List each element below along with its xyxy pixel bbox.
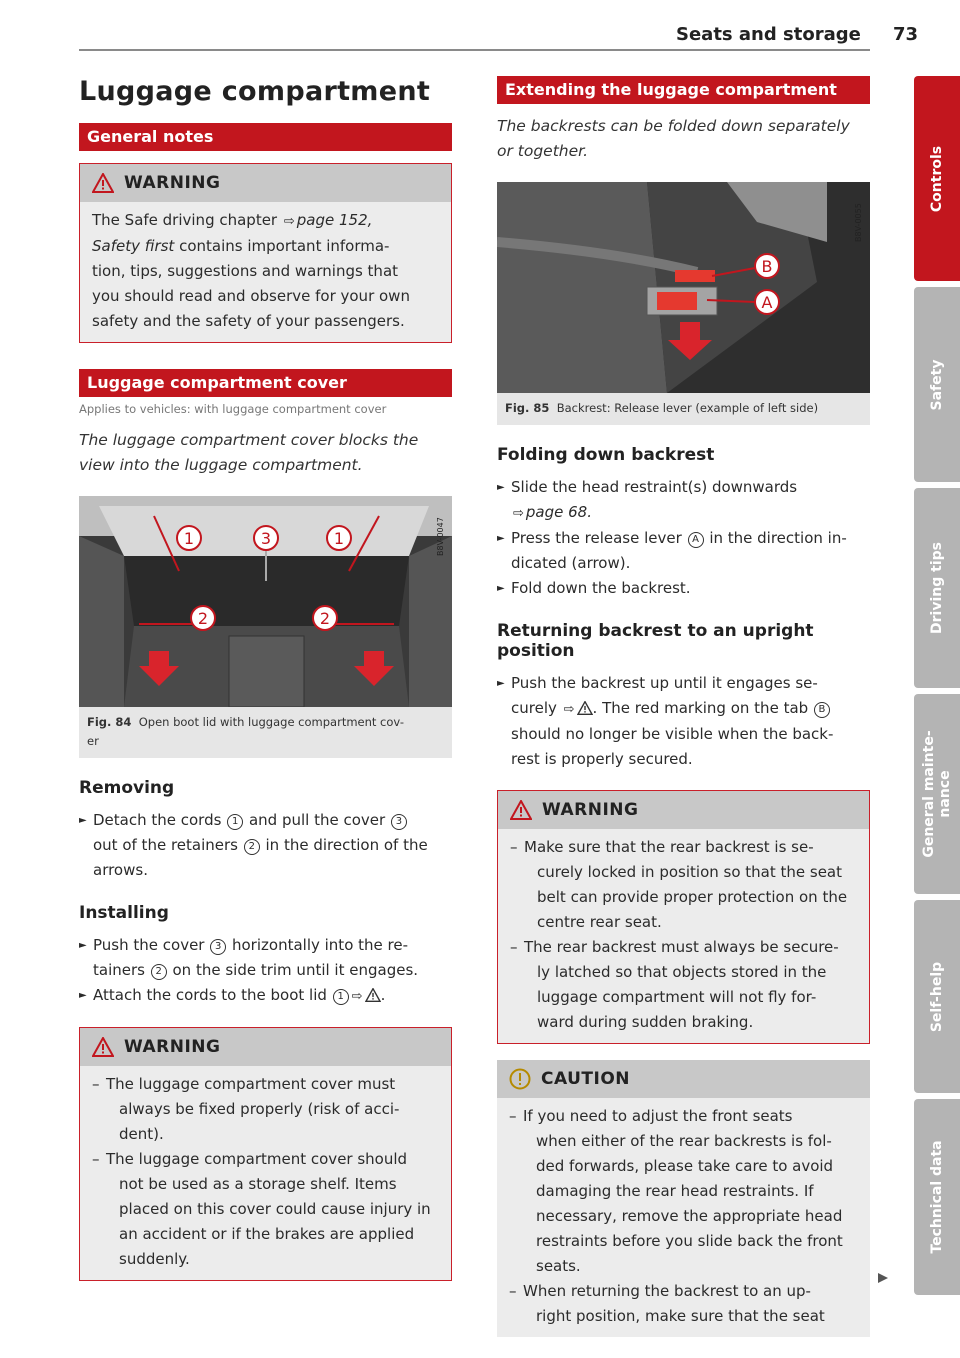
page-ref-link[interactable]: page 68. [525, 503, 592, 521]
warning-item: – The rear backrest must always be secure- ly latched so that objects stored in the luggage compartment will not fly for- ward during sudden braking. [510, 935, 857, 1035]
warning-text: tion, tips, suggestions and warnings that [92, 262, 399, 280]
svg-text:1: 1 [183, 529, 195, 548]
ref-1: 1 [227, 814, 243, 830]
item-text: when either of the rear backrests is fol- [536, 1132, 832, 1150]
item-text: dent). [119, 1125, 164, 1143]
warning-box-safety [79, 163, 452, 343]
caution-item: – If you need to adjust the front seats when either of the rear backrests is fol- ded forwards, please take care to avoid damaging the rear head restraints. If necessary, remove the appropriate head restraints before you slide back the front seats. [509, 1104, 858, 1279]
intro-line: or together. [497, 142, 589, 160]
item-text: damaging the rear head restraints. If [536, 1182, 814, 1200]
figure-label: Fig. 85 [505, 401, 550, 415]
warning-body [80, 1066, 451, 1280]
item-text: ded forwards, please take care to avoid [536, 1157, 834, 1175]
arrow-ref-icon: ⇨ [283, 214, 295, 229]
figure-label: Fig. 84 [87, 715, 132, 729]
item-text: seats. [536, 1257, 581, 1275]
step-text: Push the cover [93, 936, 210, 954]
warning-body [80, 202, 451, 342]
caution-exclamation-icon [509, 1068, 531, 1090]
intro-line: view into the luggage compartment. [79, 456, 363, 474]
step-text: . [380, 986, 386, 1004]
svg-text:A: A [761, 293, 773, 312]
item-text: ward during sudden braking. [537, 1013, 754, 1031]
callout-3 [254, 526, 278, 550]
tab-safety[interactable] [914, 287, 960, 482]
item-text: placed on this cover could cause injury in [119, 1200, 431, 1218]
caption-text: Backrest: Release lever (example of left side) [556, 401, 819, 415]
arrow-ref-icon: ⇨ [563, 702, 575, 717]
backrest-release-illustration [497, 182, 870, 393]
ref-3: 3 [391, 814, 407, 830]
step-text: Attach the cords to the boot lid [93, 986, 332, 1004]
warning-header [498, 791, 869, 829]
item-text: belt can provide proper protection on the [537, 888, 848, 906]
warning-title: WARNING [124, 1037, 221, 1057]
folding-step [497, 475, 870, 526]
right-column [497, 76, 870, 1337]
item-text: The rear backrest must always be secure- [524, 938, 839, 956]
svg-text:3: 3 [260, 529, 272, 548]
bullet-triangle-icon: ► [497, 678, 505, 689]
tab-label: Driving tips [929, 542, 945, 634]
item-text: Make sure that the rear backrest is se- [524, 838, 814, 856]
callout-1-right [327, 526, 351, 550]
warning-title: WARNING [542, 800, 639, 820]
tab-label: Controls [929, 145, 945, 212]
item-text: necessary, remove the appropriate head [536, 1207, 843, 1225]
step-text: should no longer be visible when the back- [511, 725, 834, 743]
warning-header [80, 164, 451, 202]
installing-step [79, 933, 452, 983]
step-text: horizontally into the re- [227, 936, 408, 954]
cover-intro [79, 428, 452, 478]
tab-controls[interactable] [914, 76, 960, 281]
warning-triangle-icon [92, 173, 114, 193]
item-text: If you need to adjust the front seats [523, 1107, 793, 1125]
bullet-triangle-icon: ► [497, 482, 505, 493]
step-text: Press the release lever [511, 529, 687, 547]
removing-step [79, 808, 452, 883]
figure-85-image [497, 182, 870, 393]
item-text: curely locked in position so that the seat [537, 863, 843, 881]
tab-driving-tips[interactable] [914, 488, 960, 688]
warning-text: contains important informa- [174, 237, 390, 255]
bullet-triangle-icon: ► [497, 583, 505, 594]
bullet-triangle-icon: ► [497, 533, 505, 544]
ref-1: 1 [333, 989, 349, 1005]
ref-2: 2 [151, 964, 167, 980]
intro-line: The backrests can be folded down separately [497, 117, 850, 135]
header-rule [79, 49, 870, 51]
figure-85-caption [497, 393, 870, 425]
extend-heading: Extending the luggage compartment [497, 76, 870, 104]
extend-intro [497, 114, 870, 164]
ref-b: B [814, 702, 830, 718]
svg-text:1: 1 [333, 529, 345, 548]
callout-b [755, 254, 779, 278]
callout-a [755, 290, 779, 314]
bullet-triangle-icon: ► [79, 990, 87, 1001]
figure-code: B8V-0047 [436, 517, 445, 556]
figure-code: B8V-0055 [854, 203, 863, 242]
figure-84 [79, 496, 452, 758]
bullet-triangle-icon: ► [79, 815, 87, 826]
step-text: rest is properly secured. [511, 750, 693, 768]
warning-text: safety and the safety of your passengers. [92, 312, 405, 330]
figure-84-image [79, 496, 452, 707]
returning-heading: Returning backrest to an upright position [497, 621, 814, 661]
caution-title: CAUTION [541, 1069, 631, 1089]
caution-header [497, 1060, 870, 1098]
caution-box [497, 1060, 870, 1337]
svg-text:2: 2 [197, 609, 209, 628]
page-number: 73 [893, 24, 919, 45]
step-text: on the side trim until it engages. [167, 961, 419, 979]
item-text: not be used as a storage shelf. Items [119, 1175, 397, 1193]
item-text: restraints before you slide back the front [536, 1232, 843, 1250]
step-text: out of the retainers [93, 836, 243, 854]
caution-body [497, 1098, 870, 1337]
figure-85 [497, 182, 870, 425]
cover-heading: Luggage compartment cover [79, 369, 452, 397]
warning-title: WARNING [124, 173, 221, 193]
item-text: ly latched so that objects stored in the [537, 963, 827, 981]
warning-text: you should read and observe for your own [92, 287, 410, 305]
running-header-section: Seats and storage [676, 24, 861, 45]
warning-box-backrest [497, 790, 870, 1044]
svg-text:2: 2 [319, 609, 331, 628]
warning-header [80, 1028, 451, 1066]
continue-arrow-icon [877, 1272, 889, 1284]
tab-technical-data[interactable] [914, 1099, 960, 1295]
arrow-ref-icon: ⇨ [513, 506, 524, 521]
chapter-title: Luggage compartment [79, 76, 431, 107]
tab-label: Safety [929, 359, 945, 410]
item-text: suddenly. [119, 1250, 190, 1268]
item-text: right position, make sure that the seat [536, 1307, 825, 1325]
warning-triangle-icon[interactable] [365, 988, 381, 1002]
step-text: Detach the cords [93, 811, 227, 829]
caption-text: Open boot lid with luggage compartment cov- [138, 715, 405, 729]
left-column [79, 76, 452, 1281]
item-text: centre rear seat. [537, 913, 662, 931]
tab-label: General mainte- nance [921, 730, 953, 858]
returning-step [497, 671, 870, 772]
step-text: curely [511, 699, 562, 717]
tab-label: Self-help [929, 961, 945, 1032]
folding-step [497, 526, 870, 576]
warning-triangle-icon [510, 800, 532, 820]
installing-heading: Installing [79, 903, 169, 923]
svg-text:B: B [761, 257, 773, 276]
intro-line: The luggage compartment cover blocks the [79, 431, 419, 449]
step-text: in the direction of the [260, 836, 428, 854]
step-text: Fold down the backrest. [511, 579, 691, 597]
caption-text: er [87, 734, 99, 748]
folding-heading: Folding down backrest [497, 445, 715, 465]
item-text: always be fixed properly (risk of acci- [119, 1100, 400, 1118]
bullet-triangle-icon: ► [79, 940, 87, 951]
installing-step [79, 983, 452, 1009]
luggage-compartment-illustration [79, 496, 452, 707]
warning-item: – The luggage compartment cover must always be fixed properly (risk of acci- dent). [92, 1072, 439, 1147]
folding-step [497, 576, 870, 601]
step-text: Push the backrest up until it engages se- [511, 674, 818, 692]
page-ref-link[interactable]: page 152, [296, 211, 373, 229]
step-text: and pull the cover [244, 811, 390, 829]
warning-triangle-icon[interactable] [577, 701, 593, 715]
warning-box-cover [79, 1027, 452, 1281]
warning-body [498, 829, 869, 1043]
ref-2: 2 [244, 839, 260, 855]
step-text: dicated (arrow). [511, 554, 631, 572]
chapter-ref: Safety first [92, 237, 175, 255]
step-text: arrows. [93, 861, 148, 879]
callout-2-left [191, 606, 215, 630]
step-text: Slide the head restraint(s) downwards [511, 478, 798, 496]
item-text: luggage compartment will not fly for- [537, 988, 817, 1006]
warning-item: – Make sure that the rear backrest is se- curely locked in position so that the seat belt can provide proper protection on the centre rear seat. [510, 835, 857, 935]
warning-text: The Safe driving chapter [92, 211, 282, 229]
arrow-ref-icon: ⇨ [351, 989, 363, 1004]
applies-note: Applies to vehicles: with luggage compartment cover [79, 402, 387, 416]
tab-general-maintenance[interactable] [914, 694, 960, 894]
ref-3: 3 [210, 939, 226, 955]
removing-heading: Removing [79, 778, 175, 798]
step-text: tainers [93, 961, 150, 979]
tab-self-help[interactable] [914, 900, 960, 1093]
general-notes-heading: General notes [79, 123, 452, 151]
item-text: The luggage compartment cover should [106, 1150, 408, 1168]
callout-2-right [313, 606, 337, 630]
tab-label: Technical data [929, 1140, 945, 1254]
ref-a: A [688, 532, 704, 548]
step-text: . The red marking on the tab [592, 699, 813, 717]
caution-item: – When returning the backrest to an up- right position, make sure that the seat [509, 1279, 858, 1329]
step-text: in the direction in- [704, 529, 847, 547]
figure-84-caption [79, 707, 452, 758]
item-text: When returning the backrest to an up- [523, 1282, 811, 1300]
callout-1-left [177, 526, 201, 550]
item-text: an accident or if the brakes are applied [119, 1225, 415, 1243]
warning-item: – The luggage compartment cover should not be used as a storage shelf. Items placed on this cover could cause injury in an accident or if the brakes are applied suddenly. [92, 1147, 439, 1272]
item-text: The luggage compartment cover must [106, 1075, 396, 1093]
warning-triangle-icon [92, 1037, 114, 1057]
